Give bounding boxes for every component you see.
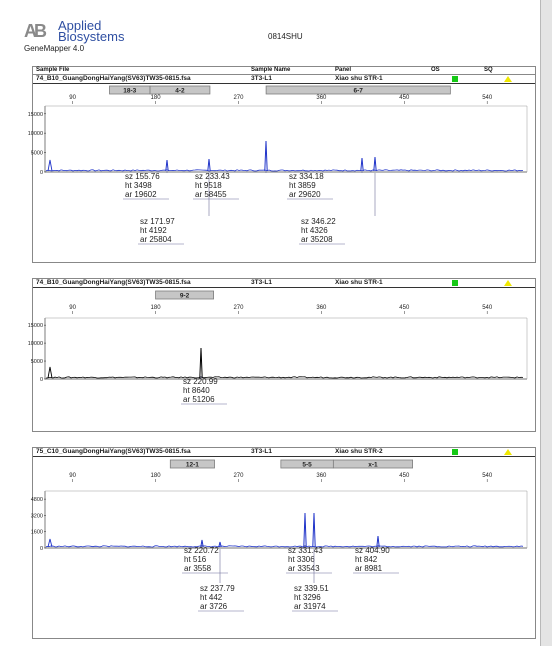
peak-size: sz 339.51	[294, 584, 329, 593]
y-tick-label: 1600	[30, 529, 43, 536]
peak-label	[183, 377, 218, 404]
y-tick-label: 15000	[27, 111, 43, 118]
x-tick-label: 90	[69, 305, 76, 311]
peak-height: ht 842	[355, 555, 378, 564]
os-status-indicator	[452, 76, 458, 82]
y-tick-label: 3200	[30, 513, 43, 520]
peak-label	[125, 172, 160, 199]
peak-area: ar 25804	[140, 235, 172, 244]
primer-peak	[48, 539, 52, 547]
peak-label	[288, 546, 323, 573]
x-tick-label: 270	[233, 473, 244, 479]
run-title: 0814SHU	[268, 32, 303, 41]
peak-height: ht 4192	[140, 226, 167, 235]
sample-name: 3T3-L1	[251, 75, 272, 82]
peak-size: sz 220.99	[183, 377, 218, 386]
peak-size: sz 404.90	[355, 546, 390, 555]
x-tick-label: 90	[69, 95, 76, 101]
electropherogram-plot	[27, 84, 535, 262]
y-tick-label: 0	[39, 170, 43, 176]
x-tick-label: 360	[316, 95, 327, 101]
x-tick-label: 180	[150, 305, 161, 311]
allele-bin-label: 12-1	[185, 461, 199, 469]
x-tick-label: 180	[150, 473, 161, 479]
baseline-trace	[46, 170, 523, 171]
allele-bin-label: 6-7	[353, 87, 363, 95]
peak-label	[355, 546, 390, 573]
peak-area: ar 29620	[289, 190, 321, 199]
x-tick-label: 360	[316, 305, 327, 311]
sq-warning-icon	[504, 280, 512, 286]
peak-height: ht 3498	[125, 181, 152, 190]
peak-size: sz 331.43	[288, 546, 323, 555]
peak-label	[200, 584, 235, 611]
peak-height: ht 3296	[294, 593, 321, 602]
peak-label	[140, 217, 175, 244]
panel-name: Xiao shu STR-1	[335, 75, 383, 82]
allele-bin-label: 9-2	[179, 292, 190, 300]
peak-height: ht 3306	[288, 555, 315, 564]
peak-area: ar 8981	[355, 564, 383, 573]
peak-label	[294, 584, 329, 611]
y-tick-label: 0	[39, 546, 43, 552]
peak-label	[301, 217, 336, 244]
allele-bin-label: x-1	[368, 461, 378, 469]
y-tick-label: 10000	[27, 131, 43, 138]
allele-peak	[304, 513, 306, 547]
y-tick-label: 0	[39, 377, 43, 383]
primer-peak	[48, 367, 52, 378]
ab-logo: AB	[24, 21, 44, 41]
col-panel: Panel	[335, 67, 352, 73]
allele-peak	[313, 513, 315, 547]
column-header	[33, 67, 535, 75]
peak-size: sz 220.72	[184, 546, 219, 555]
allele-bin-label: 18-3	[123, 87, 137, 95]
allele-peak	[361, 158, 363, 171]
peak-size: sz 237.79	[200, 584, 235, 593]
peak-size: sz 155.76	[125, 172, 160, 181]
sample-row[interactable]	[33, 279, 535, 288]
x-tick-label: 360	[316, 473, 327, 479]
sample-file: 74_B10_GuangDongHaiYang(SV63)TW35-0815.fsa	[36, 75, 191, 82]
os-status-indicator	[452, 280, 458, 286]
electropherogram-plot	[27, 288, 535, 431]
baseline-trace	[46, 377, 523, 378]
brand-line-biosystems: Biosystems	[58, 29, 125, 44]
peak-size: sz 233.43	[195, 172, 230, 181]
allele-peak	[208, 159, 210, 171]
electropherogram-panel-1	[27, 66, 536, 263]
allele-bin-label: 5-5	[302, 461, 312, 469]
col-sample-name: Sample Name	[251, 67, 291, 73]
col-sq: SQ	[484, 67, 493, 73]
peak-area: ar 3726	[200, 602, 228, 611]
peak-height: ht 516	[184, 555, 207, 564]
sample-name: 3T3-L1	[251, 448, 272, 455]
peak-height: ht 3859	[289, 181, 316, 190]
sample-row[interactable]	[33, 75, 535, 84]
brand-name	[58, 20, 124, 42]
panel-name: Xiao shu STR-1	[335, 279, 383, 286]
peak-height: ht 8640	[183, 386, 210, 395]
allele-peak	[265, 141, 267, 171]
electropherogram-plot	[30, 457, 535, 638]
x-tick-label: 270	[233, 305, 244, 311]
x-tick-label: 540	[482, 95, 493, 101]
sample-row[interactable]	[33, 448, 535, 457]
product-name: GeneMapper 4.0	[24, 44, 85, 53]
panel-name: Xiao shu STR-2	[335, 448, 383, 455]
peak-area: ar 33543	[288, 564, 320, 573]
x-tick-label: 90	[69, 473, 76, 479]
sample-name: 3T3-L1	[251, 279, 272, 286]
electropherogram-panel-2	[27, 278, 536, 432]
os-status-indicator	[452, 449, 458, 455]
x-tick-label: 450	[399, 305, 410, 311]
sample-file: 75_C10_GuangDongHaiYang(SV63)TW35-0815.fsa	[36, 448, 191, 455]
peak-label	[289, 172, 324, 199]
x-tick-label: 450	[399, 473, 410, 479]
peak-size: sz 334.18	[289, 172, 324, 181]
peak-area: ar 31974	[294, 602, 326, 611]
peak-area: ar 19602	[125, 190, 157, 199]
y-tick-label: 15000	[27, 323, 43, 330]
x-tick-label: 540	[482, 305, 493, 311]
sq-warning-icon	[504, 76, 512, 82]
vertical-scrollbar[interactable]	[540, 0, 552, 646]
y-tick-label: 4800	[30, 497, 43, 504]
x-tick-label: 540	[482, 473, 493, 479]
baseline-trace	[46, 546, 523, 547]
peak-height: ht 4326	[301, 226, 328, 235]
allele-peak	[374, 157, 376, 171]
x-tick-label: 180	[150, 95, 161, 101]
y-tick-label: 10000	[27, 341, 43, 348]
x-tick-label: 270	[233, 95, 244, 101]
peak-label	[184, 546, 219, 573]
peak-area: ar 3558	[184, 564, 212, 573]
sq-warning-icon	[504, 449, 512, 455]
y-tick-label: 5000	[30, 359, 43, 366]
peak-height: ht 442	[200, 593, 223, 602]
electropherogram-panel-3	[32, 447, 536, 639]
col-sample-file: Sample File	[36, 67, 70, 73]
primer-peak	[48, 160, 52, 171]
peak-height: ht 9518	[195, 181, 222, 190]
allele-peak	[166, 160, 168, 171]
peak-area: ar 35208	[301, 235, 333, 244]
col-os: OS	[431, 67, 440, 73]
peak-label	[195, 172, 230, 199]
peak-area: ar 51206	[183, 395, 215, 404]
brand-line-applied: Applied	[58, 18, 102, 33]
x-tick-label: 450	[399, 95, 410, 101]
peak-size: sz 346.22	[301, 217, 336, 226]
sample-file: 74_B10_GuangDongHaiYang(SV63)TW35-0815.fsa	[36, 279, 191, 286]
y-tick-label: 5000	[30, 150, 43, 157]
allele-peak	[200, 348, 202, 378]
peak-area: ar 58455	[195, 190, 227, 199]
allele-bin-label: 4-2	[175, 87, 185, 95]
peak-size: sz 171.97	[140, 217, 175, 226]
